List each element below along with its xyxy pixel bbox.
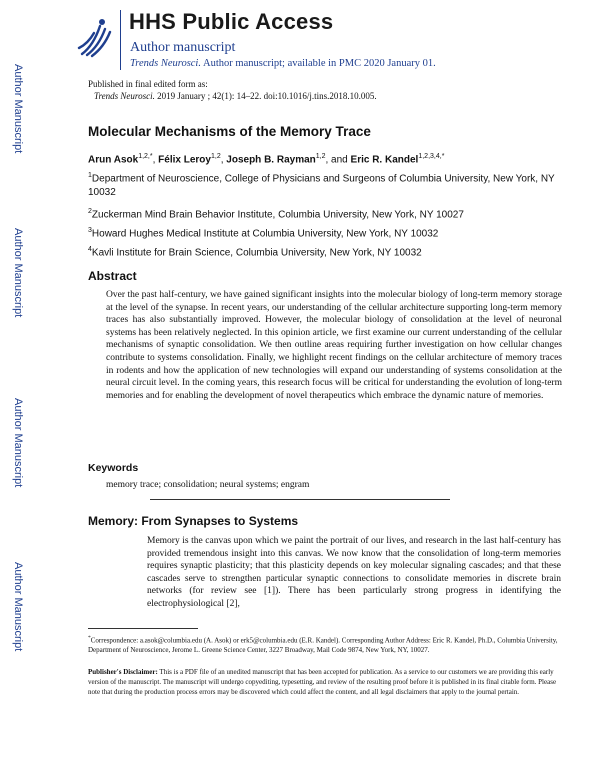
affiliation-number: 3 — [88, 227, 92, 234]
author-name: Joseph B. Rayman — [226, 154, 316, 166]
affiliation — [88, 205, 568, 222]
affiliation-text: Department of Neuroscience, College of Physicians and Surgeons of Columbia University, New York, NY 10032 — [88, 173, 555, 199]
publication-info — [88, 78, 377, 102]
public-access-title: HHS Public Access — [129, 9, 334, 34]
affiliation-text: Howard Hughes Medical Institute at Columbia University, New York, NY 10032 — [91, 228, 439, 240]
affiliation — [88, 243, 568, 260]
author-list — [88, 153, 444, 165]
journal-name: Trends Neurosci. — [130, 58, 201, 69]
author-affiliation-marks: 1,2,* — [138, 153, 153, 160]
citation-details: 2019 January ; 42(1): 14–22. doi:10.1016/j.tins.2018.10.005. — [154, 91, 377, 101]
manuscript-availability — [130, 58, 436, 69]
affiliation-number: 1 — [88, 172, 92, 179]
sidebar-label-author-manuscript: Author Manuscript — [12, 228, 24, 318]
author-affiliation-marks: 1,2 — [210, 153, 221, 160]
affiliation-text: Kavli Institute for Brain Science, Columbia University, New York, NY 10032 — [91, 247, 422, 259]
disclaimer-label: Publisher's Disclaimer: — [88, 668, 158, 676]
disclaimer-text: This is a PDF file of an unedited manuscript that has been accepted for publication. As a service to our customers we are providing this early version of the manuscript. The manuscript will undergo copyediting, typesetting, and review of the resulting proof before it is published in its final citable form. Please note that during the production process errors may be discovered which could affect the content, and all legal disclaimers that apply to the journal pertain. — [88, 668, 557, 696]
correspondence-footnote — [88, 633, 564, 655]
published-label: Published in final edited form as: — [88, 79, 208, 89]
sidebar-label-author-manuscript: Author Manuscript — [12, 562, 24, 652]
abstract-heading: Abstract — [88, 269, 137, 283]
author-name: Arun Asok — [88, 154, 139, 166]
author-affiliation-marks: 1,2,3,4,* — [418, 153, 445, 160]
hhs-eagle-logo-icon — [76, 14, 114, 62]
footnote-divider — [88, 628, 198, 629]
author-separator: , and — [325, 154, 351, 166]
sidebar-label-author-manuscript: Author Manuscript — [12, 398, 24, 488]
author-manuscript-label: Author manuscript — [130, 40, 236, 55]
abstract-text: Over the past half-century, we have gained significant insights into the molecular biology of long-term memory storage at the level of the synapse. In recent years, our understanding of the cellular architecture supporting long-term memory traces has also substantially improved. However, the molecular biology of consolidation at the level of neuronal systems has been relatively neglected. In this opinion article, we first examine our current understanding of the cellular mechanisms of synaptic consolidation. We then outline areas requiring further investigation on how cellular changes contribute to systems consolidation. Finally, we highlight recent findings on the cellular architecture of memory traces in rodents and how the application of new technologies will expand our understanding of systems consolidation at the neural circuit level. In the coming years, this research focus will be critical for understanding the evolution of long-term memories and for enabling the development of novel therapeutics which embrace the dynamic nature of memories. — [106, 290, 562, 401]
author-separator: , — [220, 154, 227, 166]
author-name: Eric R. Kandel — [350, 154, 419, 166]
affiliation-number: 2 — [88, 208, 92, 215]
correspondence-text: Correspondence: a.asok@columbia.edu (A. Asok) or erk5@columbia.edu (E.R. Kandel). Corresponding Author Address: Eric R. Kandel, Ph.D., Columbia University, Department of Neuroscience, Jerome L. Greene Science Center, 3227 Broadway, Mail Code 9874, New York, NY, 10027. — [88, 636, 558, 655]
affiliation — [88, 169, 568, 200]
article-title: Molecular Mechanisms of the Memory Trace — [88, 124, 371, 139]
citation-journal: Trends Neurosci. — [94, 91, 155, 101]
citation — [88, 90, 377, 102]
author-name: Félix Leroy — [158, 154, 211, 166]
keywords-text: memory trace; consolidation; neural systems; engram — [106, 480, 310, 490]
header-divider — [120, 10, 121, 70]
publisher-disclaimer — [88, 667, 564, 697]
footnote-mark: * — [88, 635, 91, 641]
affiliation — [88, 224, 568, 241]
section-heading: Memory: From Synapses to Systems — [88, 514, 299, 528]
affiliation-number: 4 — [88, 246, 92, 253]
availability-text: Author manuscript; available in PMC 2020 January 01. — [200, 58, 436, 69]
section-body-text: Memory is the canvas upon which we paint the portrait of our lives, and research in the last half-century has provided tremendous insight into this canvas. We now know that the consolidation of long-term memories requires synaptic plasticity; that this plasticity depends on key molecular signaling cascades; and that these cascades serve to strengthen particular synaptic connections to consolidate memories in discrete brain networks (for review see [1]). There has been particularly strong progress in identifying the electrophysiological [2], — [147, 536, 561, 609]
section-divider — [150, 499, 450, 500]
keywords-heading: Keywords — [88, 462, 139, 474]
author-affiliation-marks: 1,2 — [315, 153, 326, 160]
affiliation-text: Zuckerman Mind Brain Behavior Institute, Columbia University, New York, NY 10027 — [91, 209, 464, 221]
author-separator: , — [152, 154, 159, 166]
sidebar-label-author-manuscript: Author Manuscript — [12, 64, 24, 154]
